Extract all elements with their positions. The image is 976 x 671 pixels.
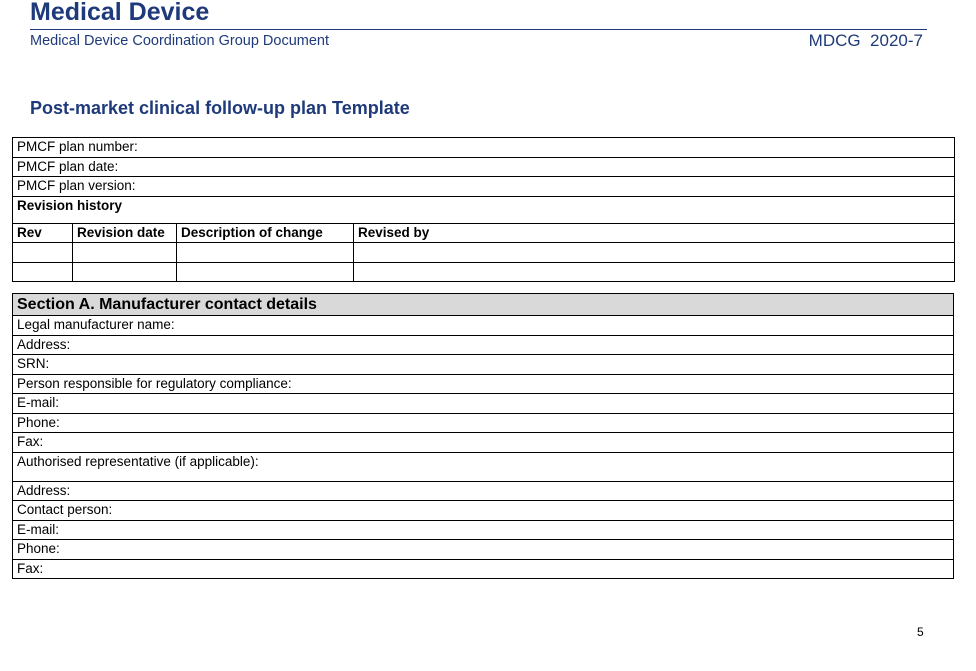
col-header-rev: Rev — [13, 223, 73, 243]
revision-cell[interactable] — [177, 243, 354, 263]
pmcf-plan-table — [12, 137, 955, 282]
page-number: 5 — [917, 625, 924, 639]
person-responsible-field[interactable]: Person responsible for regulatory compliance: — [13, 374, 954, 394]
header-rule — [30, 29, 927, 30]
plan-number-field[interactable]: PMCF plan number: — [13, 138, 955, 158]
col-header-revised-by: Revised by — [354, 223, 955, 243]
revision-cell[interactable] — [73, 243, 177, 263]
header-title: Medical Device — [30, 0, 210, 26]
ar-phone-field[interactable]: Phone: — [13, 540, 954, 560]
ar-contact-person-field[interactable]: Contact person: — [13, 501, 954, 521]
document-code: MDCG 2020-7 — [808, 31, 923, 50]
revision-cell[interactable] — [73, 262, 177, 282]
email-field[interactable]: E-mail: — [13, 394, 954, 414]
srn-field[interactable]: SRN: — [13, 355, 954, 375]
ar-address-field[interactable]: Address: — [13, 481, 954, 501]
revision-cell[interactable] — [13, 243, 73, 263]
revision-cell[interactable] — [354, 243, 955, 263]
authorised-representative-field[interactable]: Authorised representative (if applicable): — [13, 452, 954, 481]
fax-field[interactable]: Fax: — [13, 433, 954, 453]
revision-row — [13, 262, 955, 282]
plan-version-field[interactable]: PMCF plan version: — [13, 177, 955, 197]
header-subtitle: Medical Device Coordination Group Document — [30, 33, 330, 49]
revision-cell[interactable] — [13, 262, 73, 282]
section-a-table — [12, 293, 954, 579]
phone-field[interactable]: Phone: — [13, 413, 954, 433]
revision-row — [13, 243, 955, 263]
col-header-description: Description of change — [177, 223, 354, 243]
revision-cell[interactable] — [177, 262, 354, 282]
ar-fax-field[interactable]: Fax: — [13, 559, 954, 579]
revision-cell[interactable] — [354, 262, 955, 282]
ar-email-field[interactable]: E-mail: — [13, 520, 954, 540]
legal-manufacturer-name-field[interactable]: Legal manufacturer name: — [13, 316, 954, 336]
col-header-revision-date: Revision date — [73, 223, 177, 243]
revision-history-label: Revision history — [13, 196, 955, 223]
address-field[interactable]: Address: — [13, 335, 954, 355]
section-a-heading: Section A. Manufacturer contact details — [13, 294, 954, 316]
document-title: Post-market clinical follow-up plan Template — [30, 98, 410, 118]
plan-date-field[interactable]: PMCF plan date: — [13, 157, 955, 177]
